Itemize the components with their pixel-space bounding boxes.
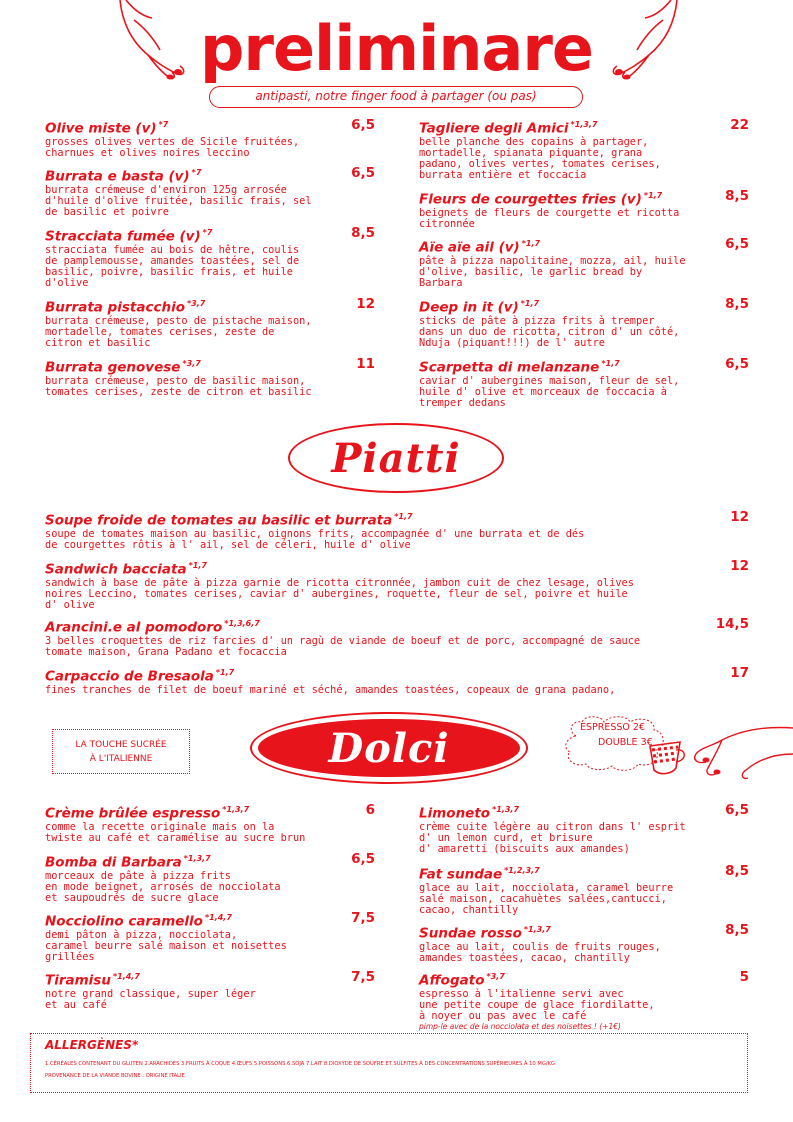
menu-item (45, 356, 345, 398)
menu-item-price: 6,5 (351, 117, 375, 133)
allergen-codes: *1,4,7 (204, 913, 232, 922)
allergen-codes: *1,3,7 (492, 805, 520, 814)
menu-item (45, 969, 345, 1011)
menu-item-title: Deep in it (v) (419, 299, 519, 316)
meat-origin: PROVENANCE DE LA VIANDE BOVINE : ORIGINE ITALIE (45, 1073, 185, 1079)
menu-item-title: Carpaccio de Bresaola (45, 668, 214, 685)
menu-item (419, 188, 719, 230)
double-price: DOUBLE 3€ (598, 737, 653, 748)
menu-item-description: belle planche des copains à partager, mortadelle, spianata piquante, grana padano, olives vertes, tomates cerises, burrata entière et foccacia (419, 135, 661, 182)
menu-item (45, 558, 735, 611)
menu-item-name (45, 225, 345, 245)
menu-item-description: glace au lait, coulis de fruits rouges, amandes toastées, cacao, chantilly (419, 940, 661, 964)
menu-item-name (45, 616, 735, 636)
menu-item-title: Sandwich bacciata (45, 561, 187, 578)
menu-item-name (419, 236, 719, 256)
menu-item-name (45, 509, 735, 529)
menu-item-description: espresso à l'italienne servi avec une petite coupe de glace fiordilatte, à noyer ou pas avec le café (419, 987, 655, 1022)
dolci-oval (250, 712, 528, 784)
page-subtitle: antipasti, notre finger food à partager (ou pas) (209, 86, 583, 108)
menu-item-name (419, 863, 719, 883)
menu-item-name (45, 665, 735, 685)
menu-item-description: demi pâton à pizza, nocciolata, caramel beurre salé maison et noisettes grillées (45, 928, 287, 963)
menu-item-price: 6 (365, 802, 375, 818)
menu-item-name (45, 296, 345, 316)
menu-item (45, 117, 345, 159)
sweet-touch-box: LA TOUCHE SUCRÉE À L'ITALIENNE (52, 729, 190, 774)
menu-item-description: beignets de fleurs de courgette et ricotta citronnée (419, 206, 680, 230)
menu-item-title: Tiramisu (45, 972, 111, 989)
menu-item (45, 851, 345, 904)
allergens-box (30, 1033, 748, 1093)
allergen-codes: *1,3,7 (570, 120, 598, 129)
menu-item-title: Olive miste (v) (45, 120, 157, 137)
allergen-codes: *1,7 (215, 668, 235, 677)
menu-item-description: comme la recette originale mais on la twiste au café et caramélise au sucre brun (45, 820, 306, 844)
menu-item-description: sticks de pâte à pizza frits à tremper dans un duo de ricotta, citron d' un côté, Nduja (piquant!!!) de l' autre (419, 314, 680, 349)
menu-item-name (45, 910, 345, 930)
allergen-codes: *7 (191, 168, 202, 177)
allergens-list: 1.CÉRÉALES CONTENANT DU GLUTEN 2.ARACHIDES 3.FRUITS À COQUE 4.ŒUFS 5.POISSONS 6.SOJA 7.LAIT 8.DIOXYDE DE SOUFRE ET SULFITES À DES CONCENTRATIONS SUPÉRIEURES À 10 MG/KG (45, 1061, 556, 1067)
menu-item-title: Aïe aïe ail (v) (419, 239, 520, 256)
allergen-codes: *3,7 (187, 299, 206, 308)
menu-item-name (45, 117, 345, 137)
menu-item-title: Fleurs de courgettes fries (v) (419, 191, 642, 208)
menu-item-title: Fat sundae (419, 866, 503, 883)
menu-item (45, 225, 345, 289)
menu-item-title: Bomba di Barbara (45, 854, 182, 871)
menu-item-price: 11 (356, 356, 375, 372)
menu-item-description: notre grand classique, super léger et au café (45, 987, 256, 1011)
menu-item-description: grosses olives vertes de Sicile fruitées, charnues et olives noires leccino (45, 135, 300, 159)
piatti-title: Piatti (331, 434, 461, 482)
menu-item-title: Burrata genovese (45, 359, 181, 376)
menu-item-description: morceaux de pâte à pizza frits en mode beignet, arrosés de nocciolata et saupoudrés de sucre glace (45, 869, 281, 904)
espresso-hand-drawing-icon (646, 720, 793, 782)
menu-item-price: 17 (730, 665, 749, 681)
menu-item-title: Burrata pistacchio (45, 299, 185, 316)
menu-item (419, 863, 719, 916)
menu-item-price: 5 (739, 969, 749, 985)
menu-item-title: Sundae rosso (419, 925, 522, 942)
menu-item-name (45, 969, 345, 989)
menu-item-price: 6,5 (725, 356, 749, 372)
menu-item-description: soupe de tomates maison au basilic, oignons frits, accompagnée d' une burrata et de dés de courgettes rôtis à l' ail, sel de céleri, huile d' olive (45, 527, 585, 551)
menu-item-price: 6,5 (725, 236, 749, 252)
allergen-codes: *3,7 (182, 359, 201, 368)
menu-item-price: 14,5 (715, 616, 749, 632)
menu-item-title: Soupe froide de tomates au basilic et burrata (45, 512, 393, 529)
allergen-codes: *7 (158, 120, 169, 129)
allergen-codes: *7 (202, 228, 213, 237)
menu-item-price: 7,5 (351, 910, 375, 926)
menu-item-name (419, 296, 719, 316)
menu-item (45, 802, 345, 844)
espresso-price: ESPRESSO 2€ (580, 722, 646, 733)
allergen-codes: *1,7 (601, 359, 620, 368)
menu-item-name (419, 802, 719, 822)
allergen-codes: *1,7 (520, 299, 540, 308)
allergen-codes: *1,7 (521, 239, 541, 248)
page-title: preliminare (200, 12, 593, 85)
menu-item-name (45, 558, 735, 578)
menu-item-name (419, 356, 719, 376)
menu-item-description: fines tranches de filet de boeuf mariné et séché, amandes toastées, copeaux de grana padano, (45, 683, 616, 696)
menu-item-price: 8,5 (725, 922, 749, 938)
menu-item-title: Arancini.e al pomodoro (45, 619, 223, 636)
menu-item-title: Stracciata fumée (v) (45, 228, 201, 245)
allergen-codes: *1,3,7 (183, 854, 211, 863)
menu-item-name (45, 802, 345, 822)
menu-item-title: Affogato (419, 972, 485, 989)
menu-item-price: 8,5 (351, 225, 375, 241)
menu-item-name (419, 188, 719, 208)
piatti-oval (288, 423, 504, 493)
menu-item-name (45, 165, 345, 185)
allergen-codes: *1,7 (394, 512, 413, 521)
menu-item-description: glace au lait, nocciolata, caramel beurre salé maison, cacahuètes salées,cantucci, cacao, chantilly (419, 881, 674, 916)
menu-item-price: 22 (730, 117, 749, 133)
menu-item-price: 8,5 (725, 188, 749, 204)
menu-item-name (419, 117, 719, 137)
menu-item-description: burrata crémeuse d'environ 125g arrosée d'huile d'olive fruitée, basilic frais, sel de basilic et poivre (45, 183, 312, 218)
allergen-codes: *1,3,7 (222, 805, 250, 814)
allergen-codes: *1,3,6,7 (224, 619, 260, 628)
dolci-title: Dolci (328, 724, 450, 772)
menu-item-price: 7,5 (351, 969, 375, 985)
menu-item (419, 969, 719, 1032)
allergen-codes: *1,2,3,7 (504, 866, 540, 875)
menu-item-description: pâte à pizza napolitaine, mozza, ail, huile d'olive, basilic, le garlic bread by Barbara (419, 254, 686, 289)
menu-item-title: Burrata e basta (v) (45, 168, 190, 185)
menu-item (419, 922, 719, 964)
menu-item-description: burrata crémeuse, pesto de basilic maison, tomates cerises, zeste de citron et basilic (45, 374, 312, 398)
menu-item (419, 117, 719, 181)
menu-item (45, 616, 735, 658)
menu-item-price: 8,5 (725, 296, 749, 312)
menu-item-description: sandwich à base de pâte à pizza garnie de ricotta citronnée, jambon cuit de chez lesage, olives noires Leccino, tomates cerises, caviar d' aubergines, roquette, fleur de sel, poivre et huile d' olive (45, 576, 634, 611)
menu-item-title: Nocciolino caramello (45, 913, 203, 930)
menu-item-name (419, 922, 719, 942)
menu-item (45, 165, 345, 218)
menu-item (419, 802, 719, 855)
allergen-codes: *3,7 (486, 972, 505, 981)
menu-item-title: Limoneto (419, 805, 491, 822)
menu-item-title: Crème brûlée espresso (45, 805, 221, 822)
menu-item (45, 910, 345, 963)
menu-item (45, 665, 735, 696)
menu-item (419, 356, 719, 409)
menu-item-description: stracciata fumée au bois de hêtre, coulis de pamplemousse, amandes toastées, sel de basilic, poivre, basilic frais, et huile d'olive (45, 243, 300, 290)
allergen-codes: *1,7 (643, 191, 663, 200)
menu-item-name (45, 851, 345, 871)
menu-item-price: 12 (730, 509, 749, 525)
menu-item (419, 236, 719, 289)
menu-item-price: 6,5 (351, 851, 375, 867)
menu-item-name (45, 356, 345, 376)
menu-item-price: 12 (356, 296, 375, 312)
allergen-codes: *1,4,7 (112, 972, 140, 981)
allergen-codes: *1,7 (188, 561, 207, 570)
menu-item (45, 509, 735, 551)
menu-item-description: caviar d' aubergines maison, fleur de sel, huile d' olive et morceaux de foccacia à tremper dedans (419, 374, 680, 409)
menu-item-description: burrata crémeuse, pesto de pistache maison, mortadelle, tomates cerises, zeste de citron et basilic (45, 314, 312, 349)
menu-item (419, 296, 719, 349)
menu-item-price: 12 (730, 558, 749, 574)
menu-item-name (419, 969, 719, 989)
menu-item-price: 8,5 (725, 863, 749, 879)
menu-item-title: Scarpetta di melanzane (419, 359, 600, 376)
menu-item-description: 3 belles croquettes de riz farcies d' un ragù de viande de boeuf et de porc, accompagné de sauce tomate maison, Grana Padano et focaccia (45, 634, 641, 658)
menu-item-note: pimp-le avec de la nocciolata et des noisettes ! (+1€) (419, 1022, 621, 1032)
menu-item-title: Tagliere degli Amici (419, 120, 569, 137)
dolci-badge (258, 719, 520, 777)
allergens-title: ALLERGÈNES* (45, 1038, 139, 1052)
menu-item-price: 6,5 (351, 165, 375, 181)
allergen-codes: *1,3,7 (523, 925, 551, 934)
menu-item (45, 296, 345, 349)
menu-item-price: 6,5 (725, 802, 749, 818)
menu-item-description: crème cuite légère au citron dans l' esprit d' un lemon curd, et brisure d' amaretti (biscuits aux amandes) (419, 820, 686, 855)
